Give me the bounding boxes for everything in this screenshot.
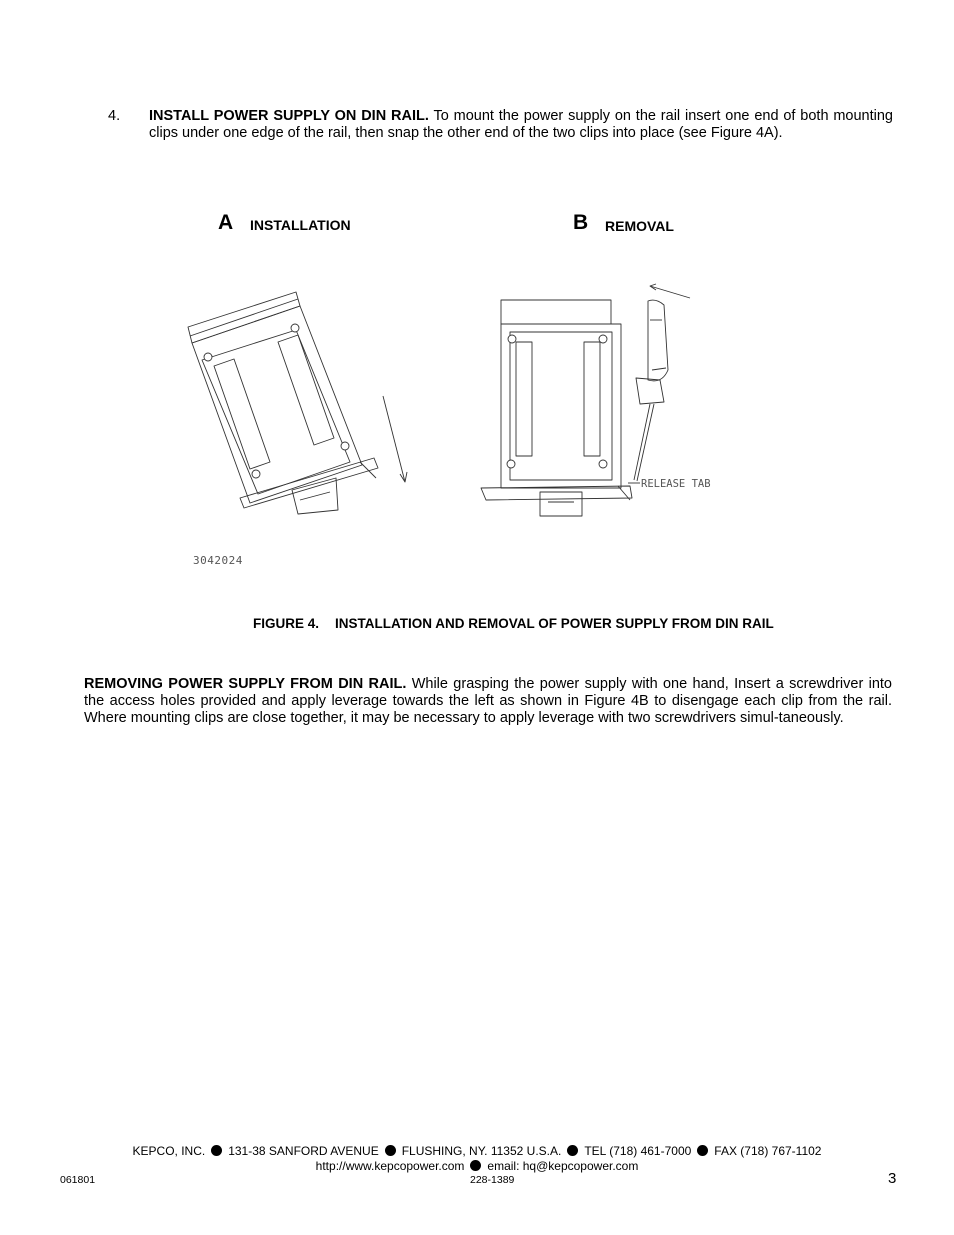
step-number: 4. (108, 108, 121, 124)
step-heading: INSTALL POWER SUPPLY ON DIN RAIL. (149, 108, 429, 124)
date-code: 061801 (60, 1174, 96, 1186)
release-tab-label: RELEASE TAB (641, 478, 711, 490)
bullet-icon (470, 1160, 481, 1171)
step-text (149, 108, 893, 142)
footer-email-link[interactable]: email: hq@kepcopower.com (487, 1159, 639, 1173)
drawing-id: 3042024 (193, 554, 243, 567)
removal-paragraph (84, 676, 892, 727)
panel-a-label: INSTALLATION (250, 217, 351, 233)
panel-b-arrow (650, 284, 690, 298)
panel-b-letter: B (573, 211, 589, 234)
removal-heading: REMOVING POWER SUPPLY FROM DIN RAIL. (84, 676, 407, 692)
footer-contact-line (0, 1159, 954, 1173)
footer-company: KEPCO, INC. (132, 1144, 206, 1158)
footer-web-link[interactable]: http://www.kepcopower.com (315, 1159, 465, 1173)
panel-a-supply (188, 292, 378, 514)
step-body: To mount the power supply on the rail insert one end of both mounting clips under one edge of the rail, then snap the other end of the two clips into place (see Figure 4A). (149, 108, 893, 141)
panel-a-letter: A (218, 211, 234, 234)
removal-body: While grasping the power supply with one hand, Insert a screwdriver into the access holes provided and apply leverage towards the left as shown in Figure 4B to disengage each clip from the rail. Where mounting clips are close together, it may be necessary to apply leverage with two screwdrivers simul-taneously. (84, 676, 892, 726)
bullet-icon (211, 1145, 222, 1156)
page-number: 3 (888, 1170, 897, 1187)
footer-address: 131-38 SANFORD AVENUE (228, 1144, 379, 1158)
footer-city: FLUSHING, NY. 11352 U.S.A. (401, 1144, 562, 1158)
panel-a-arrow (383, 396, 407, 482)
figure-number: FIGURE 4. (253, 616, 320, 631)
panel-b-supply (481, 300, 632, 516)
doc-number: 228-1389 (470, 1174, 515, 1186)
bullet-icon (567, 1145, 578, 1156)
din-rail-drawing (180, 280, 740, 540)
bullet-icon (697, 1145, 708, 1156)
figure-caption-text: INSTALLATION AND REMOVAL OF POWER SUPPLY FROM DIN RAIL (335, 616, 774, 631)
panel-b-label: REMOVAL (605, 218, 674, 234)
footer-fax: FAX (718) 767-1102 (714, 1144, 822, 1158)
figure-caption (253, 616, 774, 631)
footer-tel: TEL (718) 461-7000 (584, 1144, 692, 1158)
panel-b-screws (507, 335, 607, 468)
bullet-icon (385, 1145, 396, 1156)
footer-address-line (0, 1144, 954, 1158)
screwdriver-icon (634, 300, 668, 481)
panel-a-screws (204, 324, 349, 478)
